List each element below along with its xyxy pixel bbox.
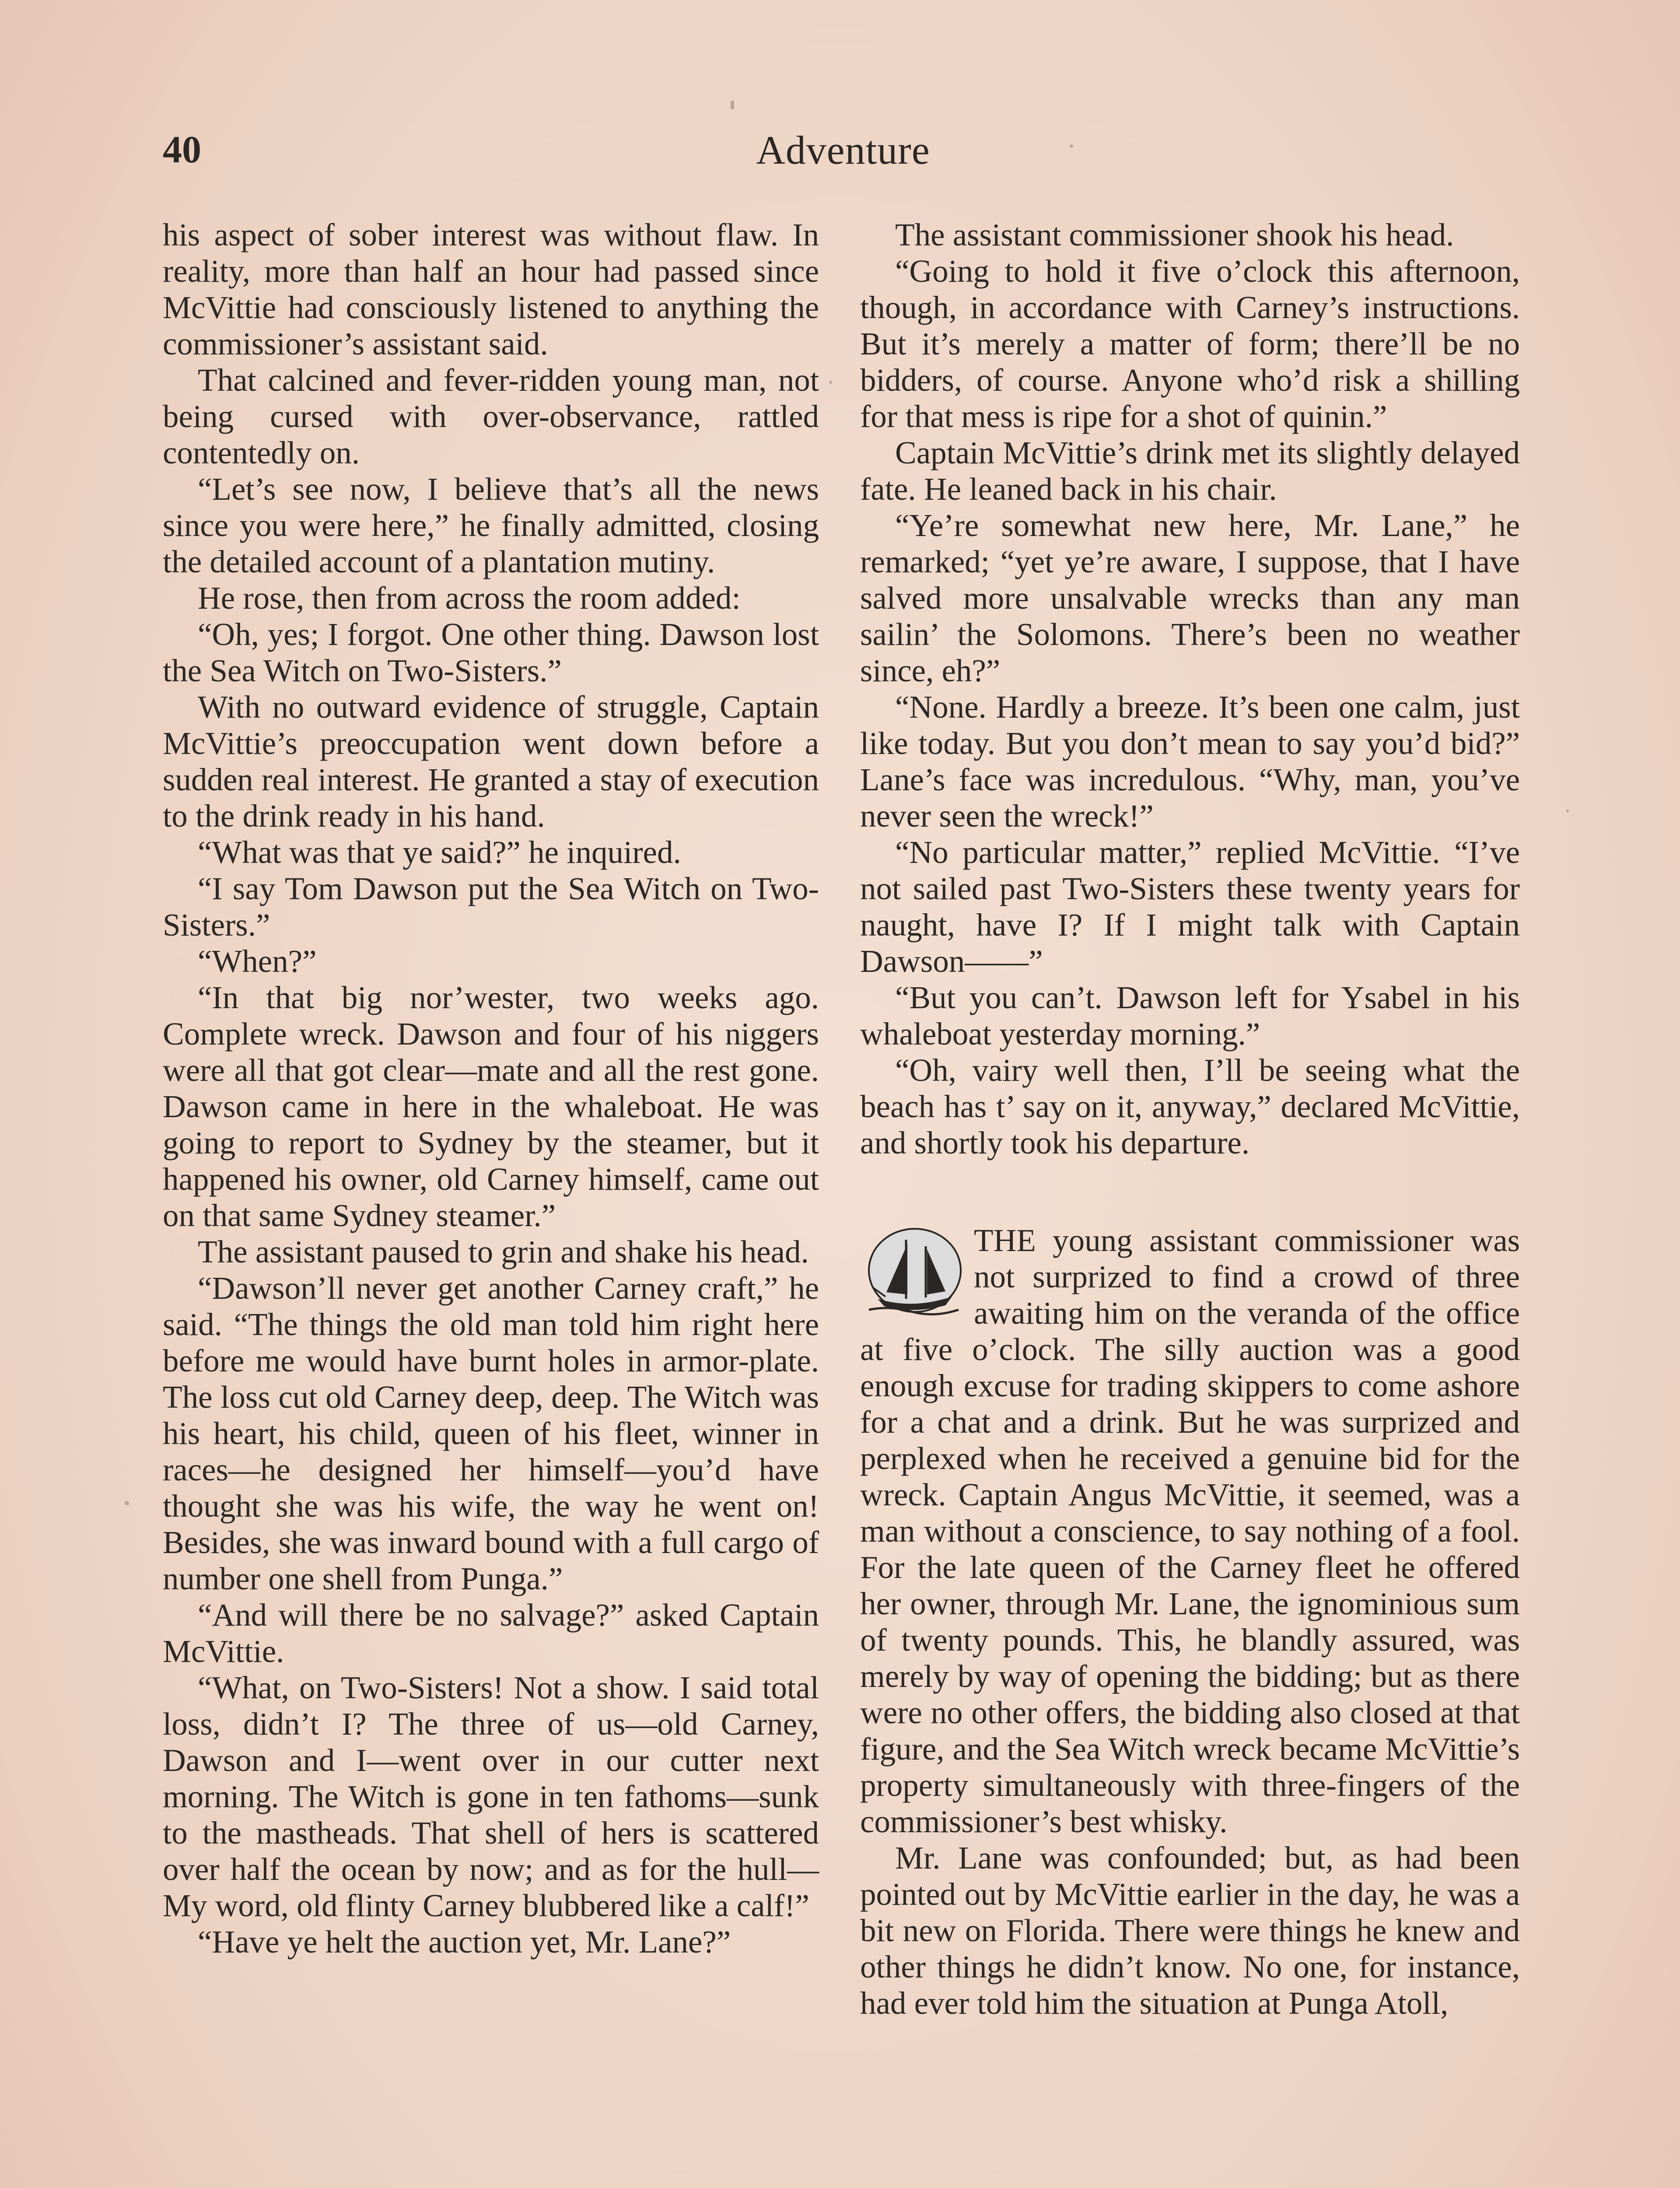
paragraph: “When?”	[198, 943, 317, 979]
paragraph: Captain McVittie’s drink met its slightly delayed fate. He leaned back in his chair.	[860, 435, 1520, 507]
paragraph: With no outward evidence of struggle, Captain McVittie’s preoccupation went down before a sudden real interest. He granted a stay of execution to the drink ready in his hand.	[163, 689, 819, 834]
paragraph: “Oh, yes; I forgot. One other thing. Dawson lost the Sea Witch on Two-Sisters.”	[163, 617, 819, 688]
paragraph: “Let’s see now, I believe that’s all the news since you were here,” he finally admitted, closing the detailed account of a plantation mutiny.	[163, 471, 819, 579]
paragraph: He rose, then from across the room added:	[198, 580, 741, 616]
page-header	[163, 124, 1523, 185]
left-column	[163, 217, 819, 1960]
paragraph: The assistant commissioner shook his head.	[895, 217, 1454, 252]
paragraph: his aspect of sober interest was without flaw. In reality, more than half an hour had passed since McVittie had consciously listened to anything the commissioner’s assistant said.	[163, 217, 819, 361]
paragraph: “What, on Two-Sisters! Not a show. I said total loss, didn’t I? The three of us—old Carney, Dawson and I—went over in our cutter next morning. The Witch is gone in ten fathoms—sunk to the mastheads. That shell of hers is scattered over half the ocean by now; and as for the hull— My word, old flinty Carney blubbered like a calf!”	[163, 1670, 819, 1923]
paragraph: “In that big nor’wester, two weeks ago. Complete wreck. Dawson and four of his niggers were all that got clear—mate and all the rest gone. Dawson came in here in the whaleboat. He was going to report to Sydney by the steamer, but it happened his owner, old Carney himself, came out on that same Sydney steamer.”	[163, 980, 819, 1233]
paragraph: Mr. Lane was confounded; but, as had been pointed out by McVittie earlier in the day, he was a bit new on Florida. There were things he knew and other things he didn’t know. No one, for instance, had ever told him the situation at Punga Atoll,	[860, 1840, 1520, 2021]
right-column	[860, 217, 1520, 2021]
paragraph: “Oh, vairy well then, I’ll be seeing what the beach has t’ say on it, anyway,” declared McVittie, and shortly took his departure.	[860, 1052, 1520, 1161]
paragraph: “No particular matter,” replied McVittie. “I’ve not sailed past Two-Sisters these twenty years for naught, have I? If I might talk with Captain Dawson——”	[860, 835, 1520, 979]
paper-speck	[1070, 144, 1073, 148]
section-opening-text: THE young assistant commissioner was not surprized to find a crowd of three awaiting him on the veranda of the office at five o’clock. The silly auction was a good enough excuse for trading skippers to come ashore for a chat and a drink. But he was surprized and perplexed when he received a genuine bid for the wreck. Captain Angus McVittie, it seemed, was a man without a conscience, to say nothing of a fool. For the late queen of the Carney fleet he offered her owner, through Mr. Lane, the ignominious sum of twenty pounds. This, he blandly assured, was merely by way of opening the bidding; but as there were no other offers, the bidding also closed at that figure, and the Sea Witch wreck became McVittie’s property simultaneously with three-fingers of the commissioner’s best whisky.	[860, 1223, 1520, 1839]
sailing-ship-icon	[860, 1222, 965, 1323]
paper-speck	[125, 1501, 129, 1505]
page-number: 40	[163, 129, 201, 171]
paragraph: “Dawson’ll never get another Carney craft,” he said. “The things the old man told him right here before me would have burnt holes in armor-plate. The loss cut old Carney deep, deep. The Witch was his heart, his child, queen of his fleet, winner in races—he designed her himself—you’d have thought she was his wife, the way he went on! Besides, she was inward bound with a full cargo of number one shell from Punga.”	[163, 1270, 819, 1596]
paragraph: “None. Hardly a breeze. It’s been one calm, just like today. But you don’t mean to say you’d bid?” Lane’s face was incredulous. “Why, man, you’ve never seen the wreck!”	[860, 689, 1520, 834]
paper-speck	[829, 381, 832, 384]
paragraph: “Going to hold it five o’clock this afternoon, though, in accordance with Carney’s instructions. But it’s merely a matter of form; there’ll be no bidders, of course. Anyone who’d risk a shilling for that mess is ripe for a shot of quinin.”	[860, 253, 1520, 434]
paragraph: “And will there be no salvage?” asked Captain McVittie.	[163, 1597, 819, 1669]
paragraph: The assistant paused to grin and shake his head.	[198, 1234, 809, 1269]
paper-speck	[731, 101, 734, 109]
paragraph: “I say Tom Dawson put the Sea Witch on Two-Sisters.”	[163, 871, 819, 943]
magazine-title: Adventure	[756, 128, 930, 172]
paragraph: “Ye’re somewhat new here, Mr. Lane,” he remarked; “yet ye’re aware, I suppose, that I have salved more unsalvable wrecks than any man sailin’ the Solomons. There’s been no weather since, eh?”	[860, 508, 1520, 688]
paragraph: “What was that ye said?” he inquired.	[198, 835, 681, 870]
paragraph: “Have ye helt the auction yet, Mr. Lane?”	[198, 1924, 731, 1960]
section-opening-paragraph	[860, 1222, 1520, 1840]
paragraph: “But you can’t. Dawson left for Ysabel in his whaleboat yesterday morning.”	[860, 980, 1520, 1052]
paper-speck	[1566, 810, 1569, 812]
paragraph: That calcined and fever-ridden young man, not being cursed with over-observance, rattled contentedly on.	[163, 362, 819, 470]
